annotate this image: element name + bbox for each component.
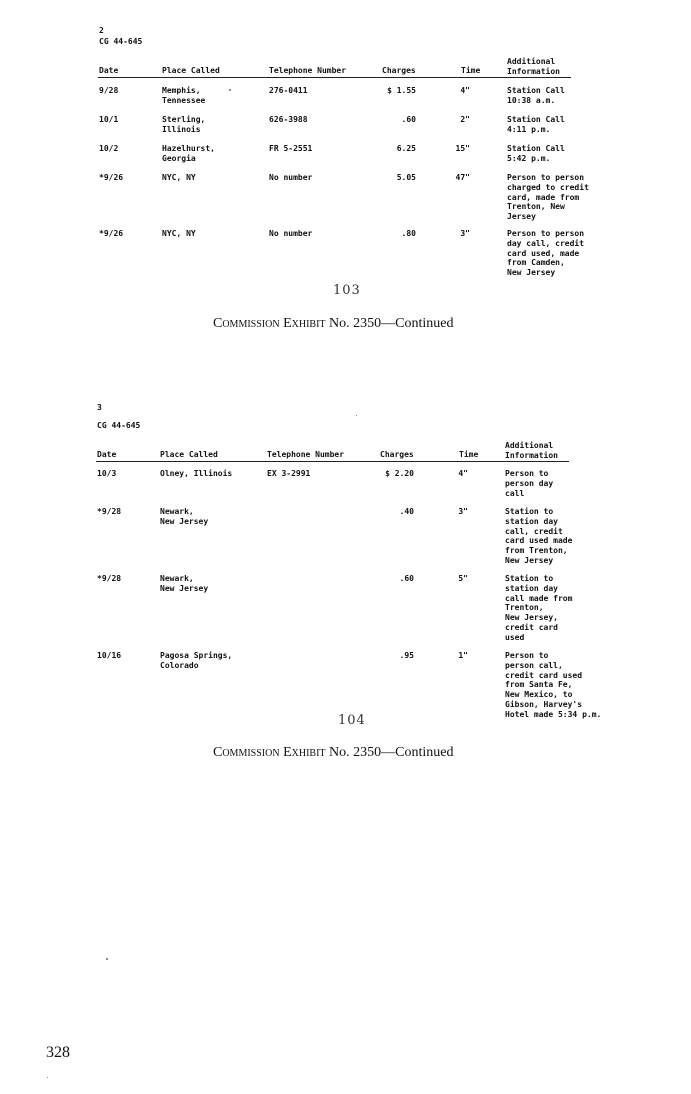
cell-phone: 626-3988 <box>269 115 308 124</box>
col-header-date: Date <box>99 66 119 75</box>
exhibit-caption-suffix: No. 2350—Continued <box>329 745 454 760</box>
cell-place: Pagosa Springs, Colorado <box>160 651 233 670</box>
cell-place: Olney, Illinois <box>160 469 233 478</box>
cell-phone: No number <box>269 229 313 238</box>
cell-time: 3" <box>460 229 470 238</box>
cell-place: Newark, New Jersey <box>160 507 209 526</box>
scan-speck <box>47 1077 48 1078</box>
stamped-page-number: 103 <box>333 283 361 298</box>
page-number-label: 2 <box>99 26 104 35</box>
exhibit-caption-suffix: No. 2350—Continued <box>329 316 454 331</box>
cell-charges: 5.05 <box>396 173 416 182</box>
header-rule <box>98 77 571 78</box>
cell-date: 10/3 <box>97 469 117 478</box>
cell-date: *9/26 <box>99 229 124 238</box>
cell-time: 4" <box>458 469 468 478</box>
cell-place: Hazelhurst, Georgia <box>162 144 215 163</box>
cell-info: Station Call 10:38 a.m. <box>507 86 565 105</box>
cell-info: Station to station day call, credit card used made from Trenton, New Jersey <box>505 507 573 565</box>
cell-charges: .40 <box>399 507 414 516</box>
cell-charges: .95 <box>399 651 414 660</box>
cell-time: 4" <box>460 86 470 95</box>
col-header-charges: Charges <box>382 66 416 75</box>
cell-info: Station to station day call made from Trenton, New Jersey, credit card used <box>505 574 573 642</box>
exhibit-caption <box>213 316 453 332</box>
header-rule <box>96 461 569 462</box>
cell-date: *9/28 <box>97 507 122 516</box>
cell-place: Newark, New Jersey <box>160 574 209 593</box>
page-number-label: 3 <box>97 403 102 412</box>
cell-date: 9/28 <box>99 86 119 95</box>
cell-info: Person to person call, credit card used from Santa Fe, New Mexico, to Gibson, Harvey's Hotel made 5:34 p.m. <box>505 651 602 719</box>
cell-time: 47" <box>455 173 470 182</box>
cell-place: Memphis, Tennessee <box>162 86 206 105</box>
col-header-phone: Telephone Number <box>267 450 345 459</box>
file-number-label: CG 44-645 <box>97 421 141 430</box>
cell-date: *9/28 <box>97 574 122 583</box>
col-header-time: Time <box>461 66 481 75</box>
book-page-number: 328 <box>46 1044 70 1061</box>
exhibit-caption-prefix: Commission Exhibit <box>213 316 326 331</box>
cell-info: Station Call 4:11 p.m. <box>507 115 565 134</box>
col-header-info: Additional Information <box>505 441 558 460</box>
col-header-date: Date <box>97 450 117 459</box>
cell-charges: .80 <box>401 229 416 238</box>
cell-charges: 6.25 <box>396 144 416 153</box>
cell-date: 10/16 <box>97 651 122 660</box>
cell-info: Person to person day call <box>505 469 554 498</box>
cell-time: 3" <box>458 507 468 516</box>
cell-date: 10/1 <box>99 115 119 124</box>
scan-speck <box>229 89 231 91</box>
cell-info: Person to person day call, credit card used, made from Camden, New Jersey <box>507 229 585 278</box>
col-header-place: Place Called <box>160 450 218 459</box>
file-number-label: CG 44-645 <box>99 37 143 46</box>
cell-place: NYC, NY <box>162 173 196 182</box>
cell-charges: .60 <box>401 115 416 124</box>
cell-place: Sterling, Illinois <box>162 115 206 134</box>
col-header-time: Time <box>459 450 479 459</box>
cell-phone: EX 3-2991 <box>267 469 311 478</box>
cell-time: 5" <box>458 574 468 583</box>
cell-phone: FR 5-2551 <box>269 144 313 153</box>
cell-phone: No number <box>269 173 313 182</box>
col-header-phone: Telephone Number <box>269 66 347 75</box>
cell-time: 1" <box>458 651 468 660</box>
col-header-charges: Charges <box>380 450 414 459</box>
cell-charges: .60 <box>399 574 414 583</box>
scan-speck <box>106 958 108 960</box>
cell-info: Station Call 5:42 p.m. <box>507 144 565 163</box>
cell-date: *9/26 <box>99 173 124 182</box>
exhibit-caption <box>213 745 453 761</box>
cell-info: Person to person charged to credit card, made from Trenton, New Jersey <box>507 173 589 222</box>
cell-time: 2" <box>460 115 470 124</box>
stamped-page-number: 104 <box>338 713 366 728</box>
cell-phone: 276-0411 <box>269 86 308 95</box>
col-header-place: Place Called <box>162 66 220 75</box>
cell-charges: $ 2.20 <box>385 469 414 478</box>
scan-speck <box>356 415 357 416</box>
exhibit-caption-prefix: Commission Exhibit <box>213 745 326 760</box>
cell-place: NYC, NY <box>162 229 196 238</box>
cell-charges: $ 1.55 <box>387 86 416 95</box>
cell-time: 15" <box>455 144 470 153</box>
cell-date: 10/2 <box>99 144 119 153</box>
col-header-info: Additional Information <box>507 57 560 76</box>
